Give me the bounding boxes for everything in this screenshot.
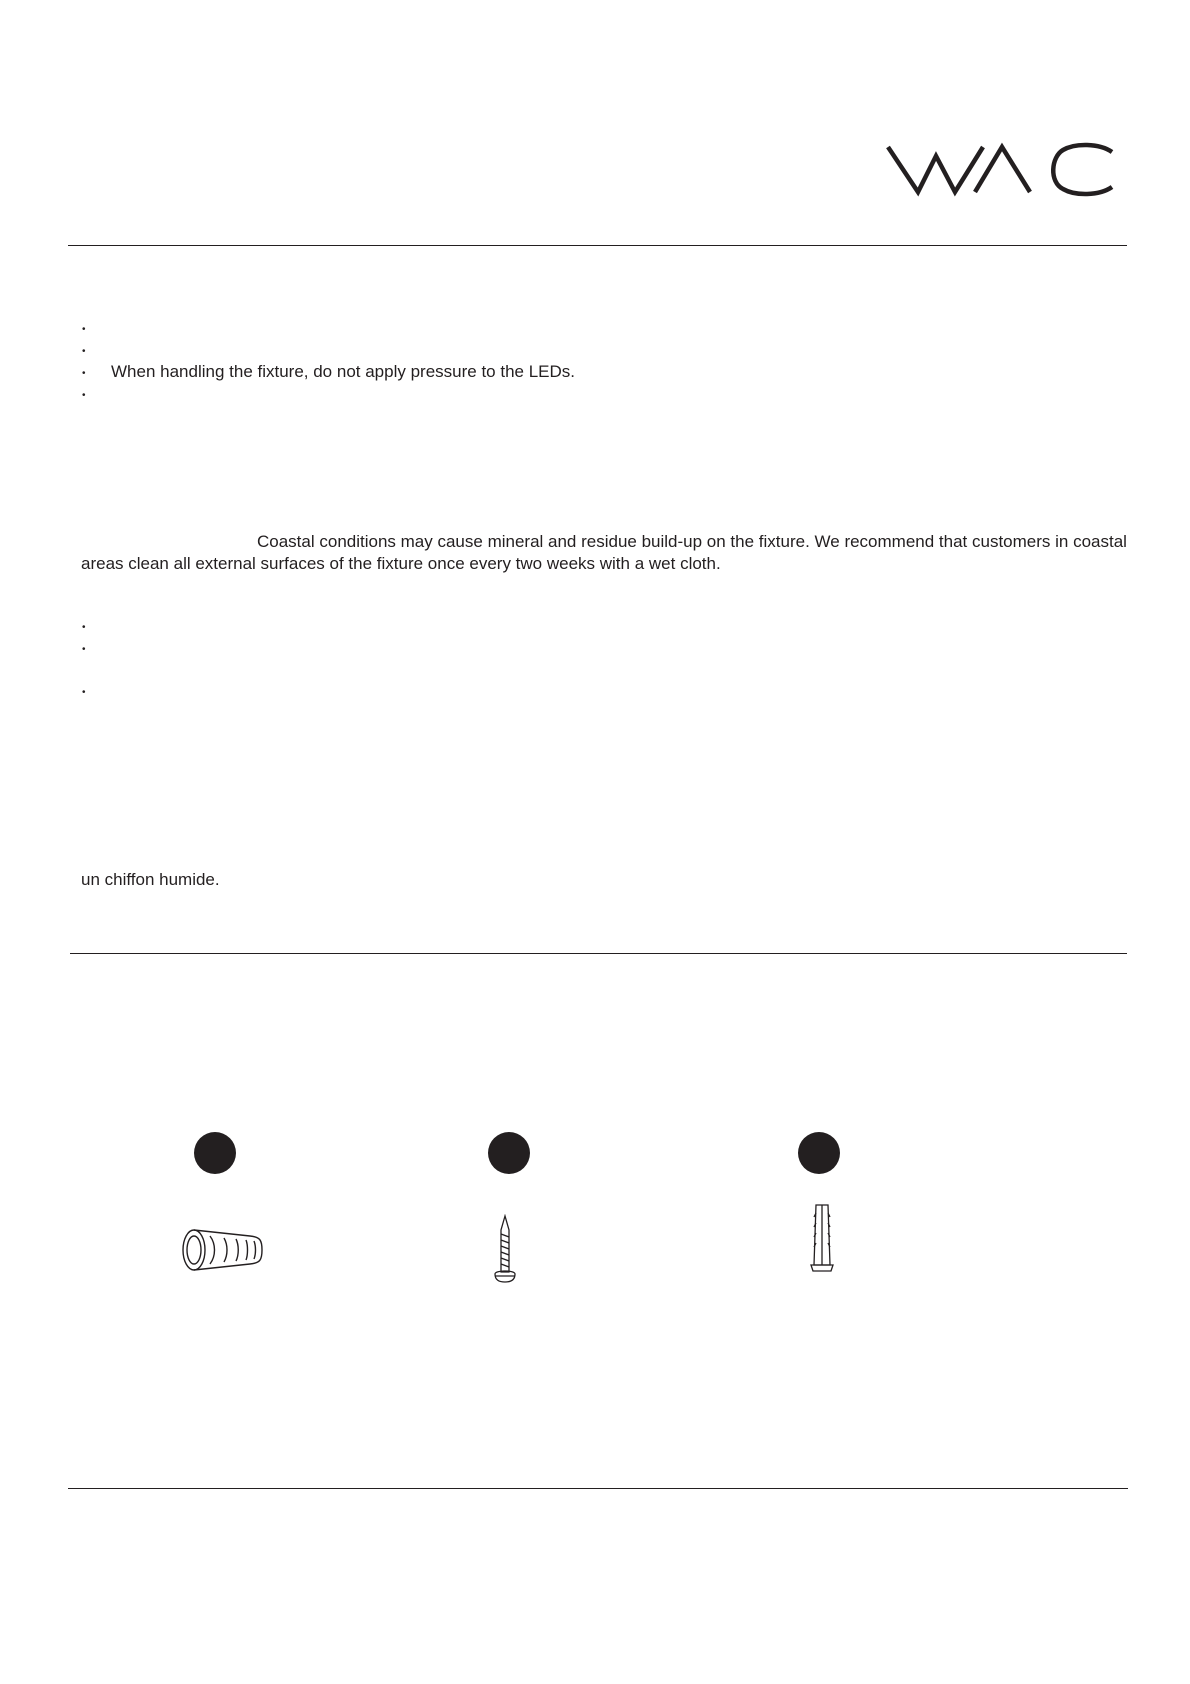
care-bullet-3: • (82, 368, 86, 379)
wire-connector-icon (180, 1226, 266, 1274)
section-divider (70, 953, 1127, 954)
hardware-badge-c (798, 1132, 840, 1174)
screw-icon (491, 1214, 519, 1286)
wac-logo (885, 140, 1115, 200)
care-bullet-2: • (82, 346, 86, 357)
logo-text: WAC (885, 140, 888, 141)
fr-bullet-3: • (82, 687, 86, 698)
hardware-badge-a (194, 1132, 236, 1174)
footer-divider (68, 1488, 1128, 1489)
coastal-line-2: areas clean all external surfaces of the fixture once every two weeks with a wet cloth. (81, 554, 721, 573)
coastal-line-1: Coastal conditions may cause mineral and residue build-up on the fixture. We recommend that customers in coastal (257, 532, 1127, 551)
care-bullet-4: • (82, 390, 86, 401)
header-divider (68, 245, 1127, 246)
fr-bullet-2: • (82, 644, 86, 655)
fr-bullet-1: • (82, 622, 86, 633)
care-bullet-1: • (82, 324, 86, 335)
fr-coastal-last-line: un chiffon humide. (81, 870, 220, 889)
care-bullet-3-text: When handling the fixture, do not apply pressure to the LEDs. (111, 362, 575, 381)
hardware-badge-b (488, 1132, 530, 1174)
wall-anchor-icon (808, 1201, 836, 1277)
